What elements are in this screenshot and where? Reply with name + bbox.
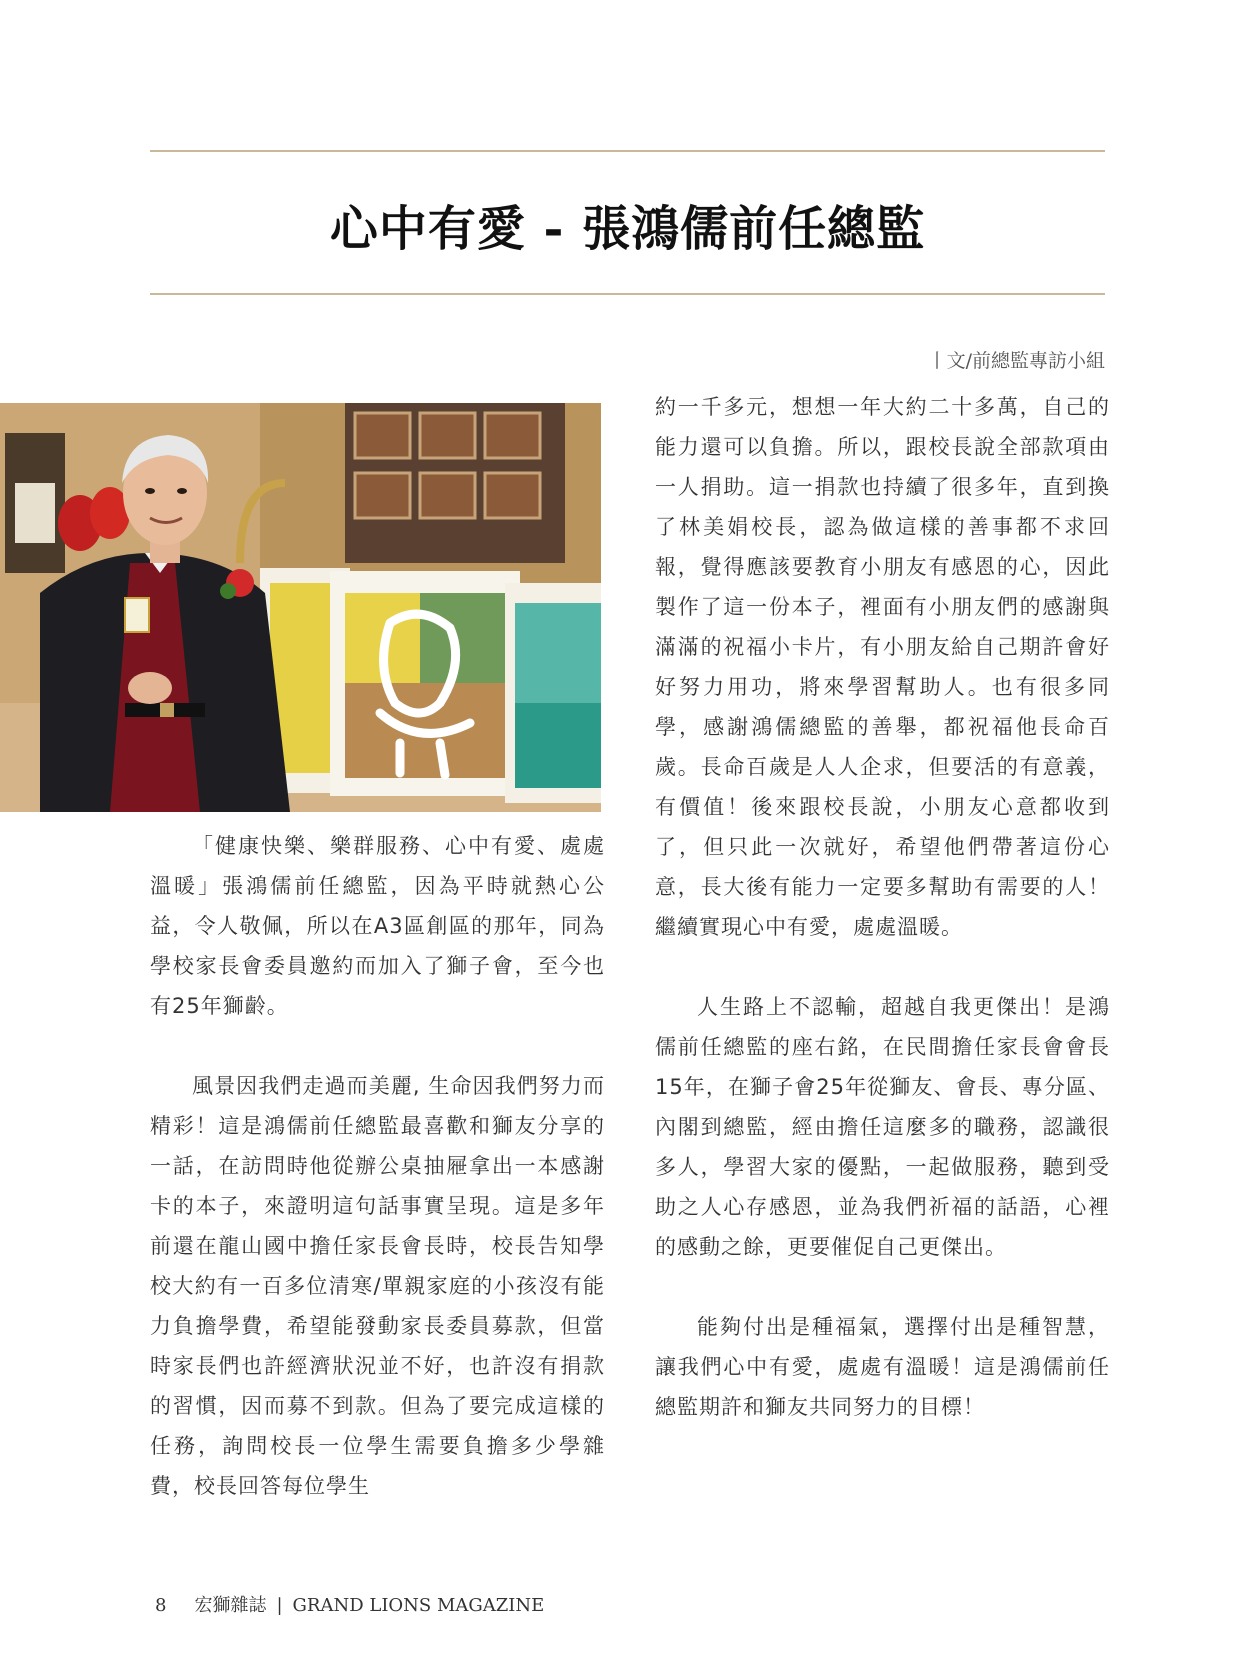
magazine-name-cn: 宏獅雜誌 bbox=[194, 1595, 267, 1616]
paragraph-story: 風景因我們走過而美麗, 生命因我們努力而精彩！這是鴻儒前任總監最喜歡和獅友分享的一話，在訪問時他從辦公桌抽屜拿出一本感謝卡的本子，來證明這句話事實呈現。這是多年前還在龍山國中擔任家長會長時，校長告知學校大約有一百多位清寒/單親家庭的小孩沒有能力負擔學費，希望能發動家長委員募款，但當時家長們也許經濟狀況並不好，也許沒有捐款的習慣，因而募不到款。但為了要完成這樣的任務，詢問校長一位學生需要負擔多少學雜費，校長回答每位學生 bbox=[150, 1074, 605, 1498]
paragraph-intro: 「健康快樂、樂群服務、心中有愛、處處溫暖」張鴻儒前任總監，因為平時就熱心公益，令人敬佩，所以在A3區創區的那年，同為學校家長會委員邀約而加入了獅子會，至今也有25年獅齡。 bbox=[150, 834, 605, 1018]
page-title: 心中有愛 - 張鴻儒前任總監 bbox=[329, 201, 926, 257]
page-number: 8 bbox=[155, 1595, 167, 1616]
page-footer bbox=[155, 1591, 544, 1617]
article-right-column bbox=[655, 387, 1110, 1427]
paragraph-closing: 能夠付出是種福氣，選擇付出是種智慧，讓我們心中有愛，處處有溫暖！這是鴻儒前任總監期許和獅友共同努力的目標！ bbox=[655, 1315, 1110, 1419]
header-top-rule bbox=[150, 150, 1105, 152]
magazine-name-en: GRAND LIONS MAGAZINE bbox=[292, 1595, 545, 1616]
footer-separator: | bbox=[276, 1595, 283, 1616]
byline: 丨文/前總監專訪小組 bbox=[927, 350, 1105, 372]
article-left-column bbox=[150, 826, 605, 1506]
paragraph-motto: 人生路上不認輸，超越自我更傑出！是鴻儒前任總監的座右銘，在民間擔任家長會會長15年，在獅子會25年從獅友、會長、專分區、內閣到總監，經由擔任這麼多的職務，認識很多人，學習大家的優點，一起做服務，聽到受助之人心存感恩，並為我們祈福的話語，心裡的感動之餘，更要催促自己更傑出。 bbox=[655, 995, 1110, 1259]
header-bottom-rule bbox=[150, 293, 1105, 295]
article-photo bbox=[0, 403, 601, 812]
paragraph-story-continued: 約一千多元，想想一年大約二十多萬，自己的能力還可以負擔。所以，跟校長說全部款項由一人捐助。這一捐款也持續了很多年，直到換了林美娟校長，認為做這樣的善事都不求回報，覺得應該要教育小朋友有感恩的心，因此製作了這一份本子，裡面有小朋友們的感謝與滿滿的祝福小卡片，有小朋友給自己期許會好好努力用功，將來學習幫助人。也有很多同學，感謝鴻儒總監的善舉，都祝福他長命百歲。長命百歲是人人企求，但要活的有意義，有價值！後來跟校長說，小朋友心意都收到了，但只此一次就好，希望他們帶著這份心意，長大後有能力一定要多幫助有需要的人！繼續實現心中有愛，處處溫暖。 bbox=[655, 395, 1110, 939]
